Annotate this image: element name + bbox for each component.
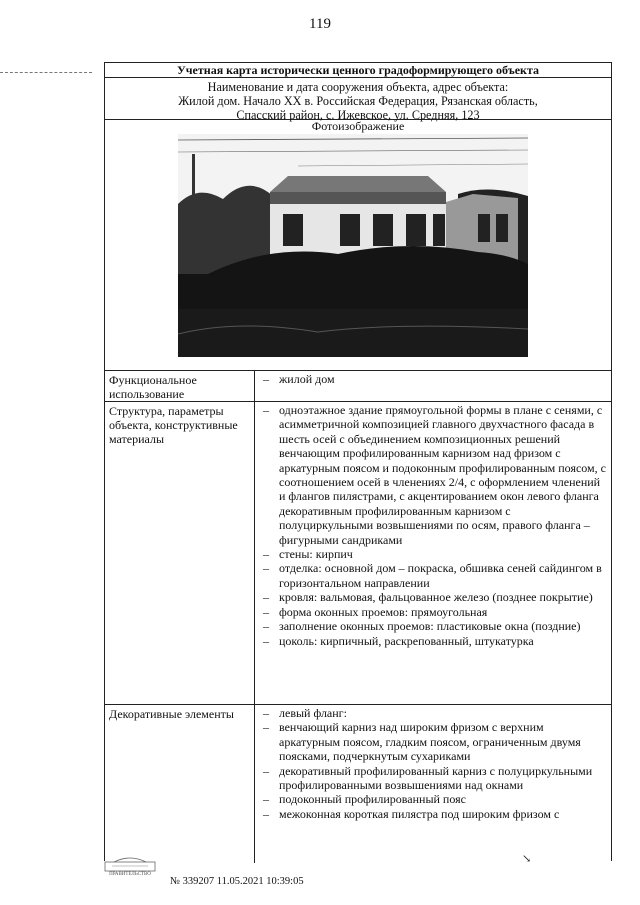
list-item: – левый фланг:	[261, 706, 607, 720]
structure-label: Структура, параметры объекта, конструктивные материалы	[105, 402, 255, 704]
list-item: – декоративный профилированный карниз с полуциркульными профилированными возвышениями над окнами	[261, 764, 607, 793]
row-structure	[105, 402, 611, 705]
decor-content	[255, 705, 611, 863]
margin-line	[0, 72, 92, 73]
object-address-line: Спасский район, с. Ижевское, ул. Средняя, 123	[236, 108, 480, 122]
list-item: – венчающий карниз над широким фризом с верхним аркатурным поясом, гладким поясом, ограниченным двумя поясками, подчеркнутым сухариками	[261, 720, 607, 763]
list-item: – подоконный профилированный пояс	[261, 792, 607, 806]
list-item: – межоконная короткая пилястра под широким фризом с	[261, 807, 607, 821]
photo-block	[105, 120, 611, 371]
tick-mark: ↘	[522, 853, 532, 865]
photo-caption: Фотоизображение	[311, 119, 405, 133]
object-name-heading: Наименование и дата сооружения объекта, адрес объекта:	[207, 80, 509, 94]
card-title: Учетная карта исторически ценного градоформирующего объекта	[105, 63, 611, 78]
list-item: – цоколь: кирпичный, раскрепованный, штукатурка	[261, 634, 607, 648]
row-function	[105, 371, 611, 402]
list-item: – форма оконных проемов: прямоугольная	[261, 605, 607, 619]
decor-label: Декоративные элементы	[105, 705, 255, 863]
row-decor	[105, 705, 611, 863]
list-item: – жилой дом	[261, 372, 607, 386]
list-item: – заполнение оконных проемов: пластиковые окна (поздние)	[261, 619, 607, 633]
stamp-text: ПРАВИТЕЛЬСТВО	[109, 872, 151, 877]
record-card	[104, 62, 612, 861]
list-item: – отделка: основной дом – покраска, обшивка сеней сайдингом в горизонтальном направлении	[261, 561, 607, 590]
page-number: 119	[309, 16, 331, 32]
function-content	[255, 371, 611, 401]
building-photo	[178, 134, 528, 357]
government-stamp-logo	[104, 856, 156, 872]
document-code: № 339207 11.05.2021 10:39:05	[170, 876, 304, 887]
list-item: – одноэтажное здание прямоугольной формы в плане с сенями, с асимметричной композицией главного двухчастного фасада в шесть осей с объединением композиционных решений венчающим профилированным карнизом над фризом с аркатурным поясом и подоконным профилированным поясом, с соотношением осей в членениях 2/4, с оформлением членений и флангов пилястрами, с акцентированием окон левого фланга декоративным профилированным карнизом с полуциркульными возвышениями по осям, правого фланга – фигурными сандриками	[261, 403, 607, 547]
structure-content	[255, 402, 611, 704]
list-item: – стены: кирпич	[261, 547, 607, 561]
object-name-line: Жилой дом. Начало XX в. Российская Федерация, Рязанская область,	[178, 94, 538, 108]
function-label: Функциональное использование	[105, 371, 255, 401]
list-item: – кровля: вальмовая, фальцованное железо (позднее покрытие)	[261, 590, 607, 604]
object-name-block	[105, 78, 611, 120]
